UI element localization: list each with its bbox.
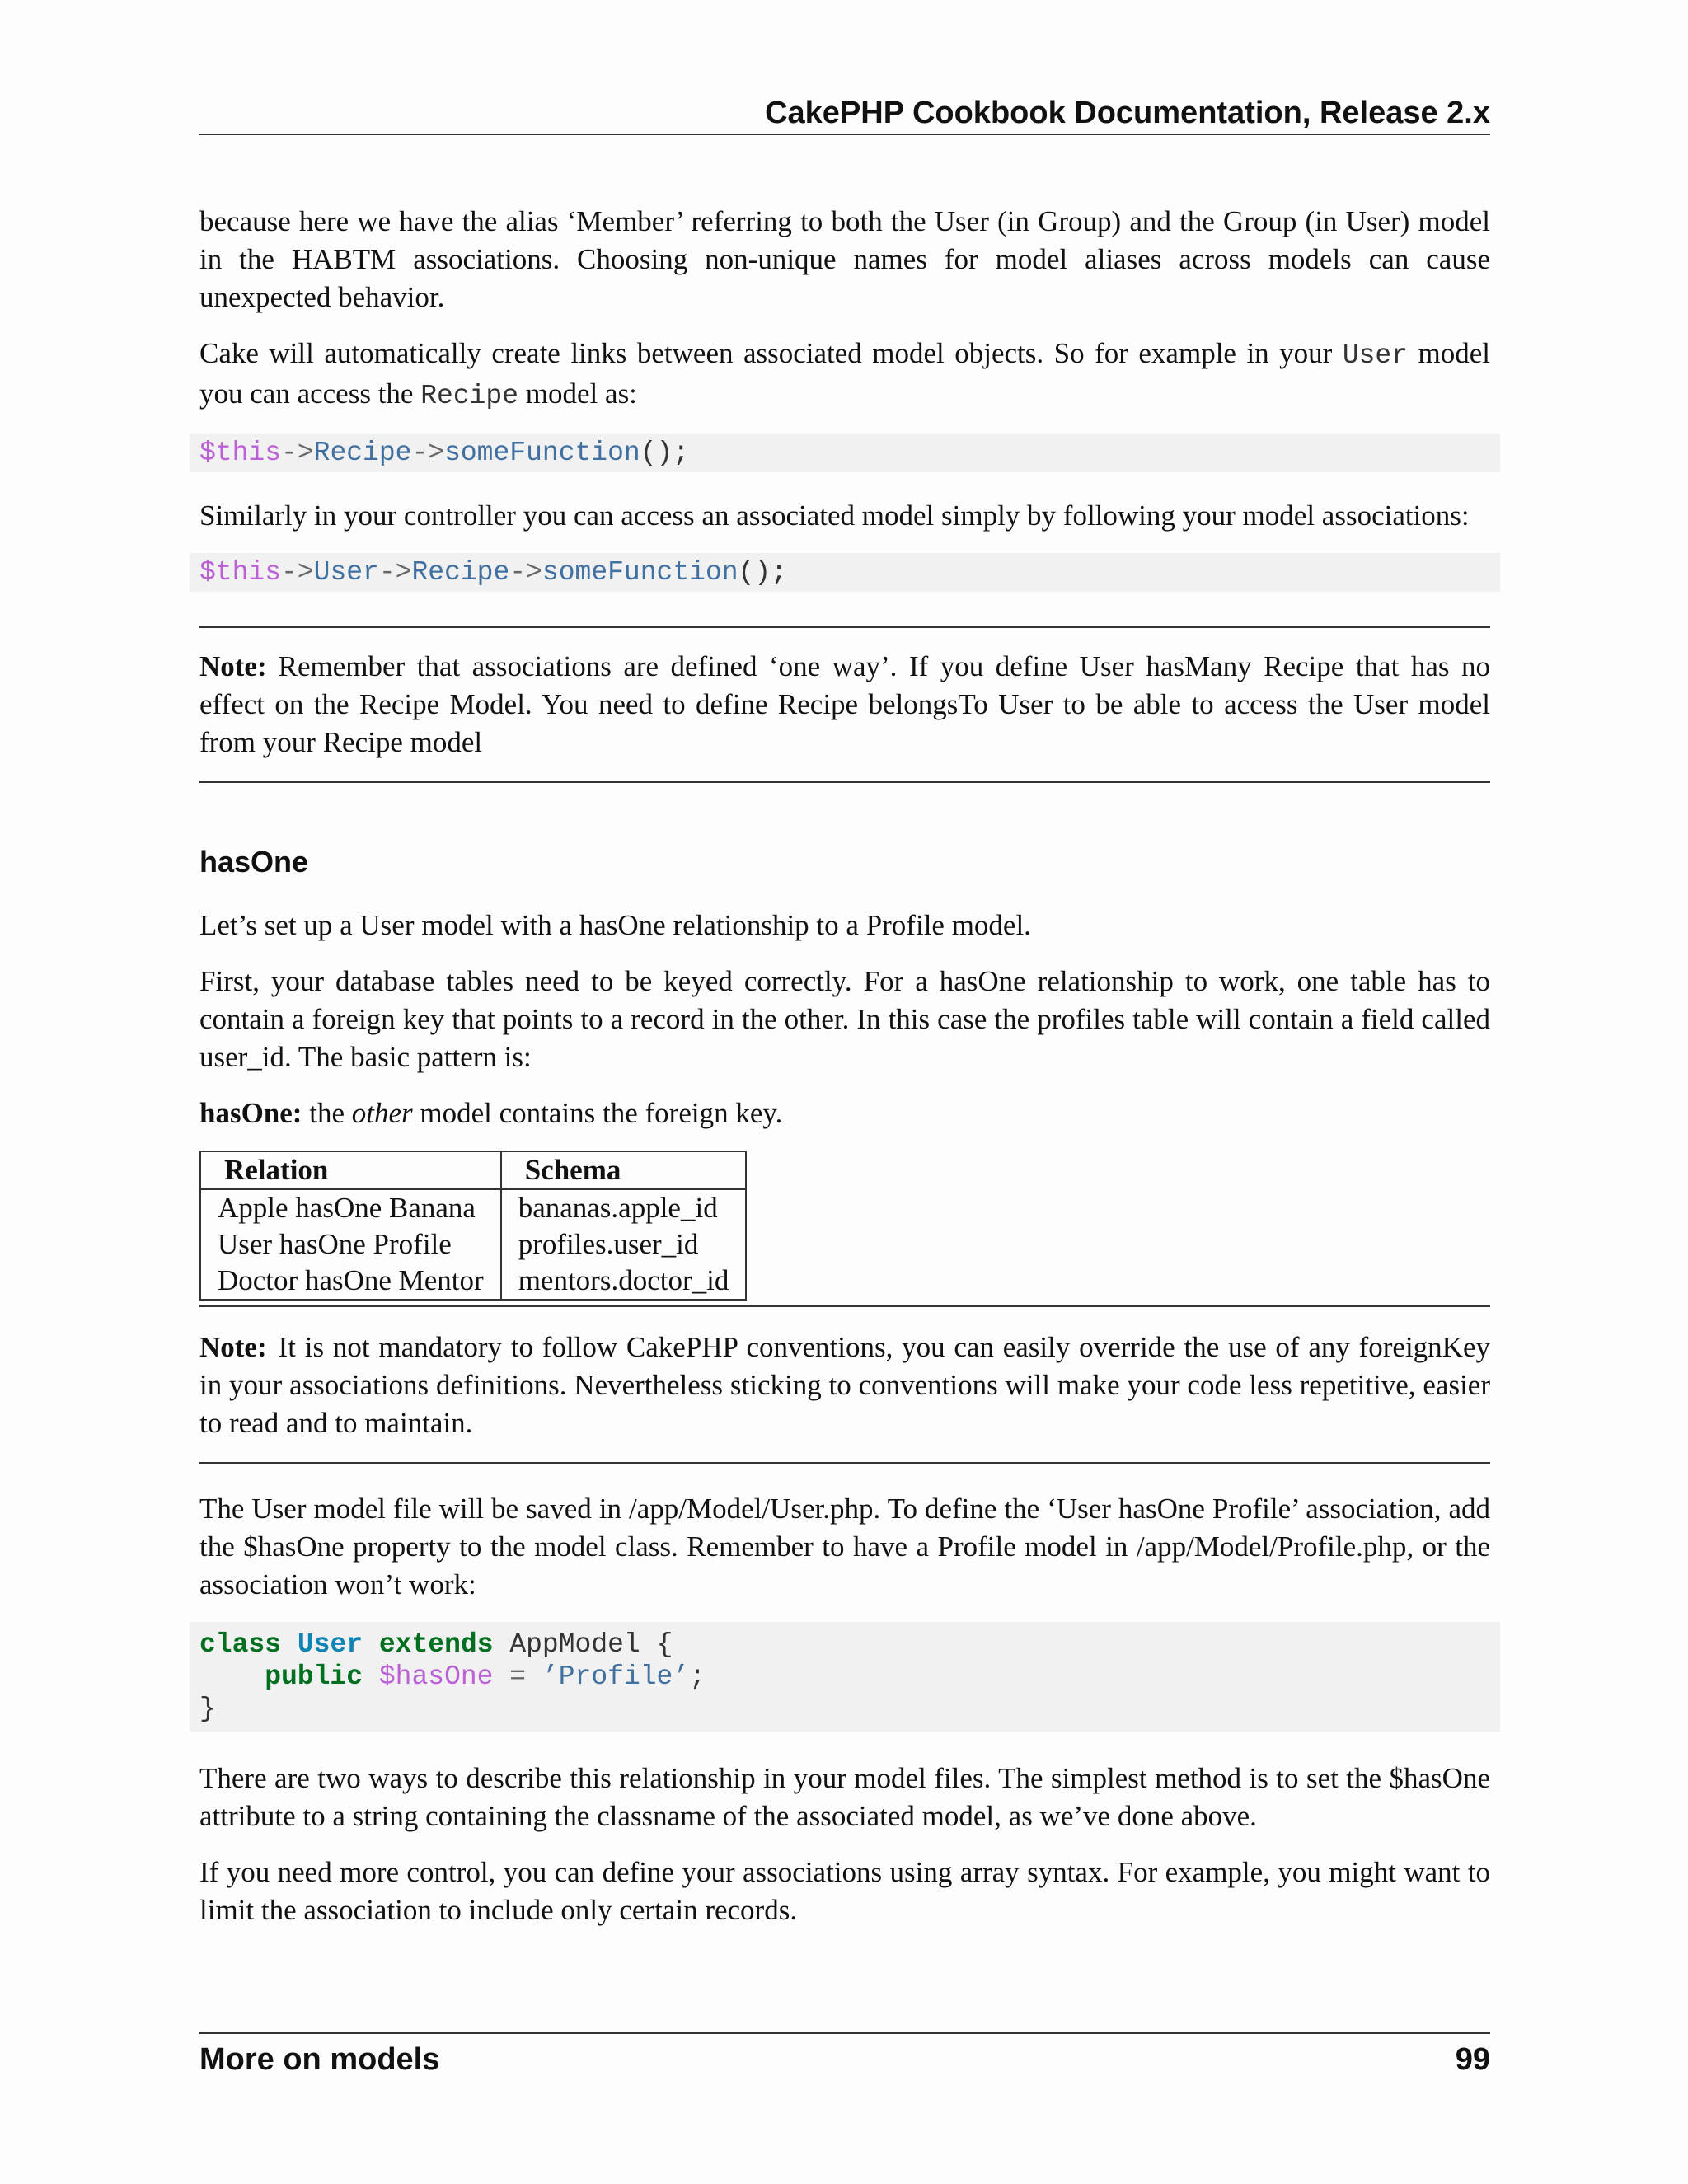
relation-table (199, 1151, 747, 1301)
paragraph: hasOne: the other model contains the foreign key. (199, 1097, 783, 1129)
paragraph: because here we have the alias ‘Member’ referring to both the User (in Group) and the Group (in User) model in the HABTM associations. Choosing non-unique names for model aliases across models can cause unexpected behavior. (199, 205, 1490, 313)
note-box (199, 1305, 1490, 1464)
note-box (199, 626, 1490, 783)
note-label: Note: (199, 1331, 267, 1363)
code-block: class User extends AppModel { public $hasOne = ’Profile’; } (190, 1622, 1500, 1732)
header-rule (199, 134, 1490, 135)
paragraph: The User model file will be saved in /app/Model/User.php. To define the ‘User hasOne Profile’ association, add the $hasOne property to the model class. Remember to have a Profile model in /app/Model/Profile.php, or the association won’t work: (199, 1493, 1490, 1601)
paragraph: If you need more control, you can define your associations using array syntax. For example, you might want to limit the association to include only certain records. (199, 1856, 1490, 1926)
paragraph: Similarly in your controller you can access an associated model simply by following your model associations: (199, 499, 1470, 532)
table-cell: Doctor hasOne Mentor (218, 1264, 484, 1296)
page-number: 99 (1455, 2042, 1490, 2077)
running-header: CakePHP Cookbook Documentation, Release 2.x (765, 96, 1490, 130)
table-cell: bananas.apple_id (501, 1189, 747, 1226)
table-header-row (200, 1151, 746, 1189)
table-cell: profiles.user_id (501, 1226, 747, 1263)
table-cell: User hasOne Profile (218, 1228, 452, 1260)
paragraph: Cake will automatically create links between associated model objects. So for example in your User model you can access the Recipe model as: (199, 337, 1491, 411)
running-footer (199, 2039, 1490, 2080)
table-row (200, 1189, 746, 1226)
inline-code: User (1342, 340, 1409, 371)
table-row (200, 1263, 746, 1300)
table-header: Schema (501, 1151, 747, 1189)
paragraph: There are two ways to describe this relationship in your model files. The simplest method is to set the $hasOne attribute to a string containing the classname of the associated model, as we’ve done above. (199, 1762, 1490, 1832)
paragraph: Let’s set up a User model with a hasOne relationship to a Profile model. (199, 909, 1031, 941)
note-text: It is not mandatory to follow CakePHP conventions, you can easily override the use of any foreignKey in your associations definitions. Nevertheless sticking to conventions will make your code less repetitive, easier to read and to maintain. (199, 1331, 1490, 1439)
inline-code: Recipe (420, 381, 519, 411)
note-text: Remember that associations are defined ‘one way’. If you define User hasMany Recipe that has no effect on the Recipe Model. You need to define Recipe belongsTo User to be able to access the User model from your Recipe model (199, 650, 1490, 758)
table-row (200, 1226, 746, 1263)
footer-rule (199, 2032, 1490, 2034)
section-heading: hasOne (199, 845, 309, 879)
footer-section: More on models (199, 2042, 440, 2077)
table-cell: mentors.doctor_id (501, 1263, 747, 1300)
table-cell: Apple hasOne Banana (218, 1192, 476, 1224)
page-content (199, 203, 1490, 1947)
note-label: Note: (199, 650, 267, 682)
code-block: $this->Recipe->someFunction(); (190, 434, 1500, 472)
table-header: Relation (200, 1151, 501, 1189)
code-block: $this->User->Recipe->someFunction(); (190, 553, 1500, 592)
paragraph: First, your database tables need to be keyed correctly. For a hasOne relationship to work, one table has to contain a foreign key that points to a record in the other. In this case the profiles table will contain a field called user_id. The basic pattern is: (199, 965, 1490, 1073)
